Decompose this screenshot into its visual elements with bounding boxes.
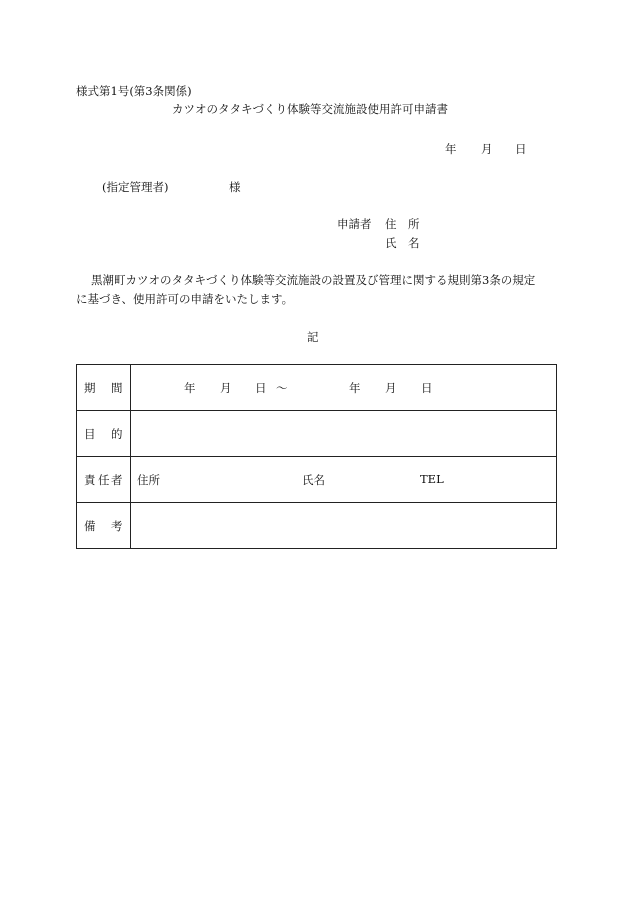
- remarks-value-cell[interactable]: [131, 503, 557, 549]
- applicant-label: 申請者: [337, 217, 372, 231]
- purpose-header-char-1: 目: [84, 427, 96, 441]
- period-header: [77, 365, 131, 411]
- period-range-tilde: ～: [276, 381, 288, 395]
- responsible-address-label: 住所: [137, 473, 160, 487]
- date-day-label: 日: [515, 142, 527, 156]
- document-title: カツオのタタキづくり体験等交流施設使用許可申請書: [172, 102, 448, 116]
- remarks-header-char-1: 備: [84, 519, 96, 533]
- ki-heading: 記: [307, 330, 319, 344]
- applicant-name-label: 氏 名: [385, 236, 420, 250]
- period-header-char-1: 期: [84, 381, 96, 395]
- purpose-header-char-2: 的: [111, 427, 123, 441]
- responsible-header-char-1: 責: [84, 473, 96, 487]
- responsible-header-char-3: 者: [111, 473, 123, 487]
- responsible-header: [77, 457, 131, 503]
- period-start-day: 日: [255, 381, 267, 395]
- row-period: [77, 365, 557, 411]
- responsible-tel-label: TEL: [420, 472, 444, 486]
- row-remarks: [77, 503, 557, 549]
- period-value-cell[interactable]: [131, 365, 557, 411]
- application-table: [76, 364, 557, 549]
- addressee-name: (指定管理者): [102, 180, 169, 194]
- responsible-value-cell[interactable]: [131, 457, 557, 503]
- purpose-header: [77, 411, 131, 457]
- applicant-address-label: 住 所: [385, 217, 420, 231]
- date-month-label: 月: [481, 142, 493, 156]
- body-text-line-1: 黒潮町カツオのタタキづくり体験等交流施設の設置及び管理に関する規則第3条の規定: [91, 273, 536, 287]
- body-text-line-2: に基づき、使用許可の申請をいたします。: [76, 292, 294, 306]
- responsible-name-label: 氏名: [302, 473, 325, 487]
- period-end-day: 日: [421, 381, 433, 395]
- row-responsible: [77, 457, 557, 503]
- period-end-month: 月: [385, 381, 397, 395]
- addressee-honorific: 様: [229, 180, 241, 194]
- form-number-label: 様式第1号(第3条関係): [76, 84, 192, 98]
- row-purpose: [77, 411, 557, 457]
- period-start-year: 年: [184, 381, 196, 395]
- responsible-header-char-2: 任: [98, 473, 110, 487]
- remarks-header-char-2: 考: [111, 519, 123, 533]
- period-start-month: 月: [220, 381, 232, 395]
- date-year-label: 年: [445, 142, 457, 156]
- period-end-year: 年: [349, 381, 361, 395]
- purpose-value-cell[interactable]: [131, 411, 557, 457]
- period-header-char-2: 間: [111, 381, 123, 395]
- remarks-header: [77, 503, 131, 549]
